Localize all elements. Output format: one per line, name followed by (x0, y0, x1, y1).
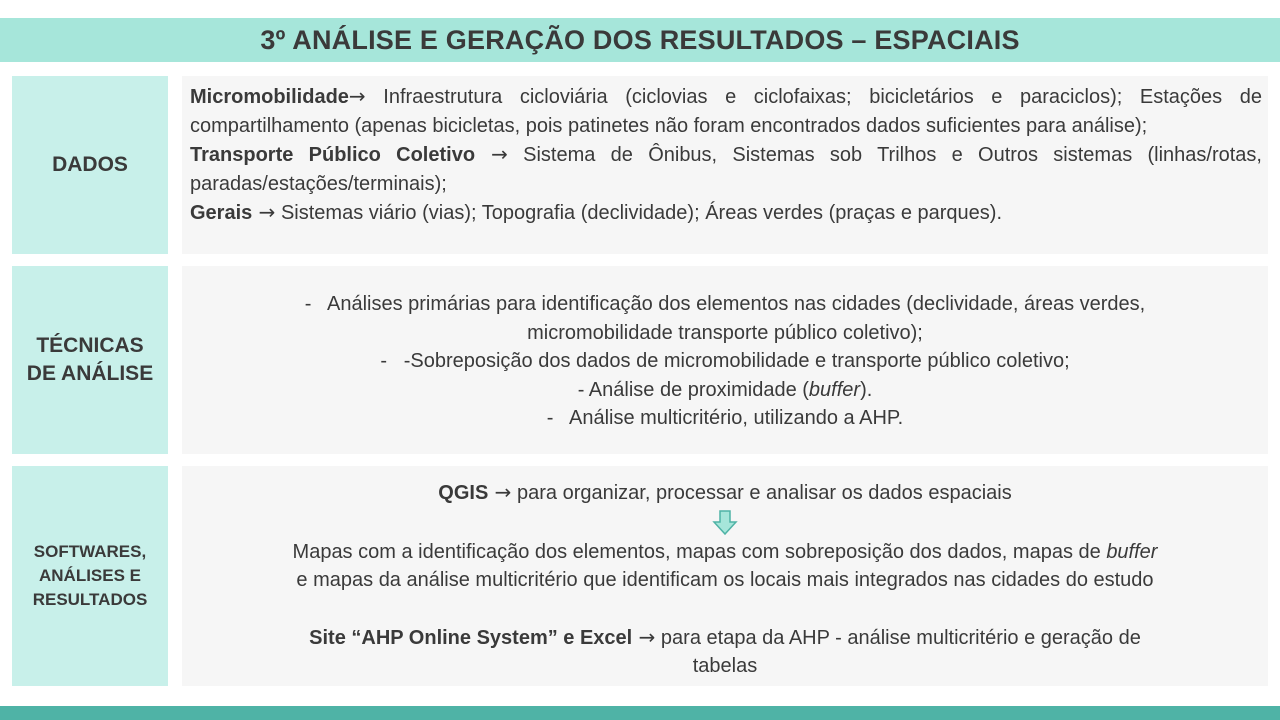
qgis-line (182, 478, 1268, 508)
dados-item-transporte (190, 144, 1262, 195)
site-line2: tabelas (692, 655, 758, 677)
tecnica-text: ). (860, 378, 873, 401)
dash-prefix: - (546, 407, 569, 429)
tecnica-item (182, 376, 1268, 405)
transporte-text: Sistema de Ônibus, Sistemas sob Trilhos e Outros sistemas (linhas/rotas, paradas/estações/terminais); (190, 144, 1262, 195)
qgis-title: QGIS (438, 482, 489, 504)
gerais-text: Sistemas viário (vias); Topografia (declividade); Áreas verdes (praças e parques). (275, 202, 1003, 224)
label-tecnicas-line1: TÉCNICAS (36, 334, 144, 357)
label-tecnicas-line2: DE ANÁLISE (26, 362, 154, 385)
dados-item-micromobilidade (190, 86, 1262, 137)
site-title: Site “AHP Online System” e Excel (309, 626, 633, 649)
right-arrow-icon: → (488, 480, 512, 504)
tecnica-item (182, 347, 1268, 376)
right-arrow-icon: → (632, 624, 656, 649)
content-tecnicas (182, 266, 1268, 454)
label-softwares-line2: ANÁLISES E (38, 566, 142, 585)
right-arrow-icon: → (348, 84, 366, 108)
gerais-title: Gerais (190, 202, 253, 224)
label-dados-text: DADOS (52, 153, 128, 176)
tecnica-text: micromobilidade transporte público coletivo); (527, 321, 923, 344)
maps-line1 (182, 538, 1268, 567)
tecnica-text: Análises primárias para identificação dos elementos nas cidades (declividade, áreas verdes, (327, 293, 1146, 315)
down-arrow-svg (712, 510, 738, 536)
buffer-term: buffer (1106, 540, 1158, 563)
right-arrow-icon: → (252, 200, 276, 224)
buffer-term: buffer (808, 378, 861, 401)
maps-text: Mapas com a identificação dos elementos, mapas com sobreposição dos dados, mapas de (292, 540, 1107, 563)
tecnica-text: Análise multicritério, utilizando a AHP. (568, 407, 904, 429)
transporte-title: Transporte Público Coletivo (190, 144, 476, 166)
micromobilidade-text: Infraestrutura cicloviária (ciclovias e ciclofaixas; bicicletários e paraciclos); Estações de compartilhamento (apenas bicicletas, pois patinetes não foram encontrados dados suficientes para análise); (190, 86, 1262, 137)
content-dados (182, 76, 1268, 254)
qgis-text: para organizar, processar e analisar os dados espaciais (511, 482, 1012, 504)
content-softwares (182, 466, 1268, 686)
spacer (182, 595, 1268, 623)
label-softwares-line1: SOFTWARES, (33, 542, 147, 561)
site-line (182, 623, 1268, 653)
tecnica-item (182, 319, 1268, 348)
down-arrow-icon (182, 508, 1268, 538)
right-arrow-icon: → (475, 142, 508, 166)
tecnica-item (182, 290, 1268, 319)
site-text: para etapa da AHP - análise multicritério e geração de (655, 626, 1141, 649)
dash-prefix: - (380, 350, 404, 372)
maps-line2: e mapas da análise multicritério que identificam os locais mais integrados nas cidades do estudo (296, 569, 1154, 591)
label-dados (12, 76, 168, 254)
page-title: 3º ANÁLISE E GERAÇÃO DOS RESULTADOS – ESPACIAIS (260, 24, 1020, 55)
micromobilidade-title: Micromobilidade (190, 86, 349, 108)
label-tecnicas (12, 266, 168, 454)
title-bar (0, 18, 1280, 62)
tecnica-item (182, 404, 1268, 433)
dados-item-gerais (190, 202, 1002, 224)
label-softwares-line3: RESULTADOS (32, 590, 148, 609)
label-softwares (12, 466, 168, 686)
dash-prefix: - (304, 293, 327, 315)
tecnica-text: - Análise de proximidade ( (577, 378, 809, 401)
tecnica-text: -Sobreposição dos dados de micromobilidade e transporte público coletivo; (403, 350, 1070, 372)
bottom-bar (0, 706, 1280, 720)
